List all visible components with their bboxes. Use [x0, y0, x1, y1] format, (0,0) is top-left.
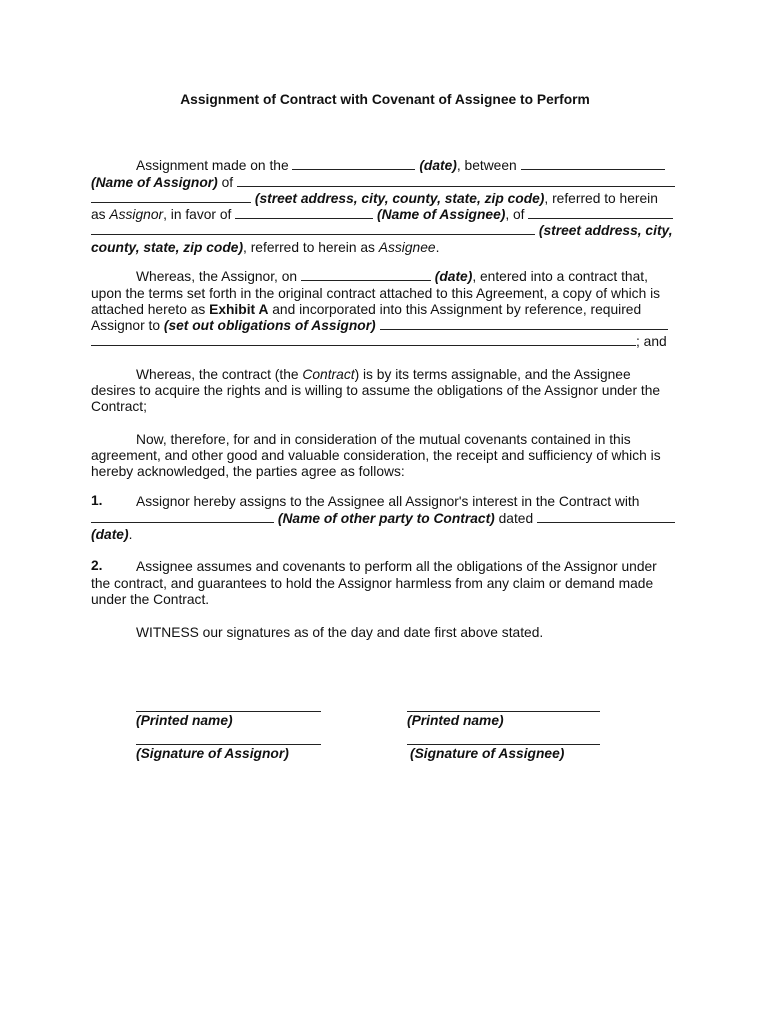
- assignee-address-blank: [528, 206, 673, 219]
- s1-line-3: [91, 526, 132, 543]
- p1-text: Assignor: [109, 207, 164, 222]
- p3-line-2: desires to acquire the rights and is willing to assume the obligations of the Assignor under the: [91, 383, 661, 398]
- s1-line-2: [91, 510, 675, 527]
- assignee-name-label: (Name of Assignee): [377, 207, 506, 222]
- p1-text: , referred to herein as: [243, 240, 379, 255]
- p1-line-2: [91, 174, 675, 191]
- p1-text: of: [217, 175, 234, 190]
- p3-text: Whereas, the contract (the: [136, 367, 303, 382]
- date-label: (date): [419, 158, 457, 173]
- p1-text: , in favor of: [163, 207, 232, 222]
- p3-text: Contract: [302, 367, 355, 382]
- p2-line-3: [91, 301, 641, 318]
- right-printed-name-label: (Printed name): [407, 713, 504, 728]
- address-label: (street address, city, county, state, zip code): [254, 191, 545, 206]
- p4-line-2: agreement, and other good and valuable consideration, the receipt and sufficiency of which is: [91, 448, 661, 463]
- assignee-name-blank: [235, 206, 373, 219]
- exhibit-label: Exhibit A: [209, 302, 269, 317]
- date-blank: [537, 510, 675, 523]
- assignor-name-label: (Name of Assignor): [91, 175, 218, 190]
- p2-line-1: [136, 268, 648, 285]
- assignee-signature-label: (Signature of Assignee): [410, 746, 565, 761]
- p1-text: , referred to herein: [544, 191, 658, 206]
- s2-line-2: the contract, and guarantees to hold the Assignor harmless from any claim or demand made: [91, 576, 654, 591]
- p1-line-6: [91, 239, 439, 256]
- s2-line-1: Assignee assumes and covenants to perform all the obligations of the Assignor under: [136, 559, 657, 574]
- obligations-label: (set out obligations of Assignor): [163, 318, 376, 333]
- p1-line-4: [91, 206, 673, 223]
- p4-line-3: hereby acknowledged, the parties agree as follows:: [91, 464, 405, 479]
- p4-line-1: Now, therefore, for and in consideration of the mutual covenants contained in this: [136, 432, 631, 447]
- p2-text: Assignor to: [91, 318, 164, 333]
- p2-line-4: [91, 317, 668, 334]
- p2-text: ; and: [636, 334, 667, 349]
- address-label: (street address, city,: [538, 223, 673, 238]
- p3-line-1: [136, 366, 631, 383]
- date-blank: [301, 268, 431, 281]
- p1-text: .: [435, 240, 440, 255]
- obligations-blank: [380, 317, 668, 330]
- other-party-label: (Name of other party to Contract): [277, 511, 495, 526]
- p1-text: Assignee: [378, 240, 436, 255]
- document-title: Assignment of Contract with Covenant of Assignee to Perform: [180, 92, 590, 107]
- obligations-blank: [91, 333, 636, 346]
- address-label: county, state, zip code): [91, 240, 244, 255]
- p3-text: ) is by its terms assignable, and the Assignee: [354, 367, 631, 382]
- assignee-address-blank: [91, 222, 535, 235]
- p2-text: , entered into a contract that,: [472, 269, 648, 284]
- date-blank: [292, 157, 415, 170]
- s1-line-1: Assignor hereby assigns to the Assignee all Assignor's interest in the Contract with: [136, 494, 640, 509]
- date-label: (date): [434, 269, 473, 284]
- signature-line: [136, 711, 321, 712]
- p2-text: Whereas, the Assignor, on: [136, 269, 298, 284]
- party-blank: [521, 157, 665, 170]
- left-printed-name-label: (Printed name): [136, 713, 233, 728]
- s1-text: .: [128, 527, 133, 542]
- signature-line: [407, 711, 600, 712]
- s2-line-3: under the Contract.: [91, 592, 210, 607]
- p1-text: Assignment made on the: [136, 158, 289, 173]
- p2-line-5: [91, 333, 667, 350]
- signature-line: [407, 744, 600, 745]
- p3-line-3: Contract;: [91, 399, 147, 414]
- s1-text: dated: [494, 511, 534, 526]
- assignor-address-blank: [237, 174, 675, 187]
- p1-line-1: [136, 157, 665, 174]
- assignor-signature-label: (Signature of Assignor): [136, 746, 289, 761]
- p1-text: , between: [456, 158, 517, 173]
- section-2-number: 2.: [91, 558, 103, 573]
- p1-line-5: [91, 222, 673, 239]
- assignor-address-blank: [91, 190, 251, 203]
- p1-text: as: [91, 207, 110, 222]
- signature-line: [136, 744, 321, 745]
- witness-clause: WITNESS our signatures as of the day and date first above stated.: [136, 625, 544, 640]
- p2-text: and incorporated into this Assignment by reference, required: [268, 302, 642, 317]
- date-label: (date): [91, 527, 129, 542]
- p2-text: attached hereto as: [91, 302, 210, 317]
- other-party-blank: [91, 510, 274, 523]
- p1-line-3: [91, 190, 658, 207]
- section-1-number: 1.: [91, 493, 103, 508]
- p1-text: , of: [505, 207, 525, 222]
- p2-line-2: upon the terms set forth in the original contract attached to this Agreement, a copy of which is: [91, 286, 661, 301]
